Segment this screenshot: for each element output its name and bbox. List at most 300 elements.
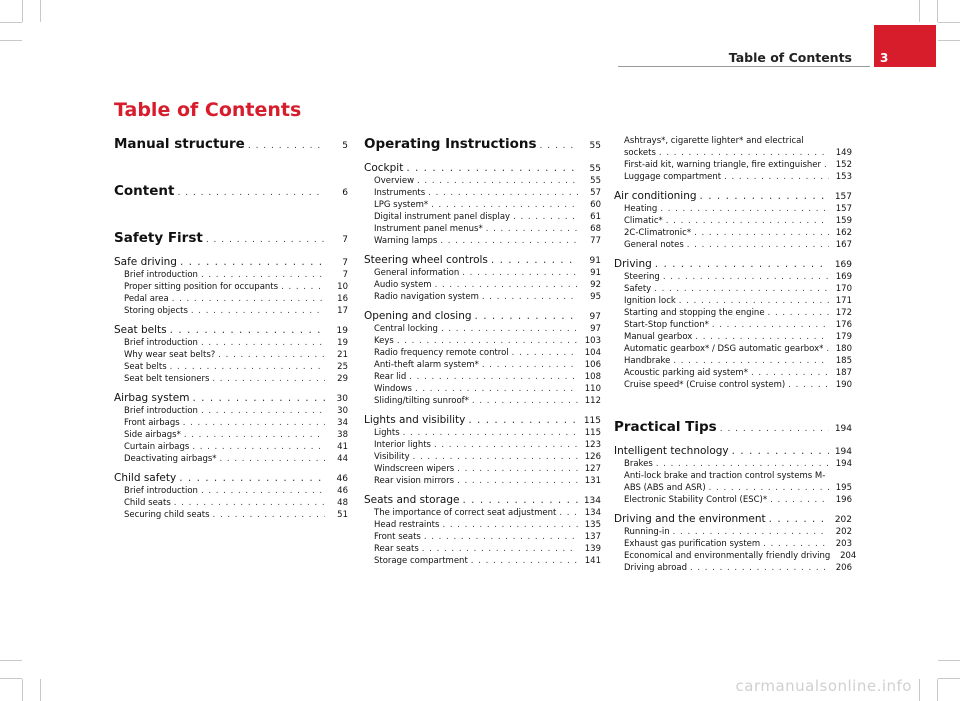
toc-column-1 bbox=[114, 136, 348, 522]
toc-chapter[interactable] bbox=[364, 310, 601, 324]
dot-leader bbox=[540, 141, 578, 151]
toc-chapter-label: Seat belts bbox=[114, 324, 167, 336]
crop-mark bbox=[0, 22, 22, 23]
toc-entry-label: Proper sitting position for occupants bbox=[124, 282, 279, 292]
dot-leader bbox=[751, 368, 829, 378]
toc-entry-label: Seat belts bbox=[124, 362, 167, 372]
toc-entry-page: 180 bbox=[835, 344, 852, 354]
toc-entry-page: 44 bbox=[337, 454, 348, 464]
toc-entry-page: 106 bbox=[584, 360, 601, 370]
toc-chapter[interactable] bbox=[614, 445, 852, 459]
toc-entry-page: 112 bbox=[584, 396, 601, 406]
dot-leader bbox=[486, 224, 578, 234]
dot-leader bbox=[471, 556, 578, 566]
toc-entry-label: Exhaust gas purification system bbox=[624, 539, 761, 549]
toc-entry-page: 137 bbox=[584, 532, 601, 542]
toc-part[interactable] bbox=[114, 136, 348, 156]
toc-entry[interactable] bbox=[364, 188, 601, 200]
toc-entry-page: 159 bbox=[835, 216, 852, 226]
toc-entry-label: Luggage compartment bbox=[624, 172, 722, 182]
toc-entry[interactable] bbox=[114, 338, 348, 350]
dot-leader bbox=[679, 296, 829, 306]
toc-entry-page: 172 bbox=[835, 308, 852, 318]
toc-entry[interactable] bbox=[614, 136, 852, 148]
crop-mark bbox=[938, 660, 960, 661]
toc-entry-label: Instruments bbox=[374, 188, 426, 198]
toc-entry[interactable] bbox=[364, 544, 601, 556]
toc-part-label: Practical Tips bbox=[614, 419, 717, 435]
toc-entry-label: Overview bbox=[374, 176, 415, 186]
toc-entry[interactable] bbox=[114, 454, 348, 466]
toc-chapter-page: 91 bbox=[589, 256, 601, 266]
toc-entry-label: 2C-Climatronic* bbox=[624, 228, 692, 238]
toc-entry[interactable] bbox=[114, 486, 348, 498]
toc-entry-label: Digital instrument panel display bbox=[374, 212, 511, 222]
dot-leader bbox=[660, 204, 829, 214]
toc-entry-page: 203 bbox=[835, 539, 852, 549]
toc-entry-page: 152 bbox=[835, 160, 852, 170]
toc-entry-label: Radio navigation system bbox=[374, 292, 479, 302]
toc-entry-label: Rear seats bbox=[374, 544, 419, 554]
toc-chapter-page: 115 bbox=[583, 416, 601, 426]
toc-entry[interactable] bbox=[614, 563, 852, 575]
toc-entry-label: Climatic* bbox=[624, 216, 663, 226]
toc-entry-label: The importance of correct seat adjustment bbox=[374, 508, 557, 518]
toc-entry[interactable] bbox=[364, 372, 601, 384]
toc-entry[interactable] bbox=[614, 332, 852, 344]
toc-entry-page: 195 bbox=[835, 483, 852, 493]
dot-leader bbox=[417, 176, 578, 186]
page-title: Table of Contents bbox=[114, 99, 302, 121]
dot-leader bbox=[457, 476, 578, 486]
toc-entry[interactable] bbox=[364, 348, 601, 360]
toc-part[interactable] bbox=[114, 183, 348, 203]
toc-entry-label: General information bbox=[374, 268, 460, 278]
toc-part-page: 5 bbox=[342, 141, 348, 151]
dot-leader bbox=[695, 332, 829, 342]
toc-chapter-page: 157 bbox=[834, 192, 852, 202]
dot-leader bbox=[788, 380, 829, 390]
page-number-tab bbox=[874, 25, 936, 67]
dot-leader bbox=[709, 483, 829, 493]
toc-entry-page: 19 bbox=[337, 338, 348, 348]
dot-leader bbox=[201, 338, 325, 348]
toc-chapter-label: Driving and the environment bbox=[614, 513, 766, 525]
toc-entry[interactable] bbox=[364, 520, 601, 532]
toc-chapter-label: Driving bbox=[614, 258, 652, 270]
spacer bbox=[114, 203, 348, 230]
toc-entry-page: 95 bbox=[590, 292, 601, 302]
toc-entry-page: 10 bbox=[337, 282, 348, 292]
toc-entry-label: Start-Stop function* bbox=[624, 320, 709, 330]
toc-entry[interactable] bbox=[364, 556, 601, 568]
toc-entry[interactable] bbox=[364, 360, 601, 372]
toc-entry[interactable] bbox=[114, 442, 348, 454]
toc-entry-label: Anti-theft alarm system* bbox=[374, 360, 479, 370]
toc-entry[interactable] bbox=[364, 176, 601, 188]
dot-leader bbox=[700, 190, 829, 202]
dot-leader bbox=[177, 188, 325, 198]
dot-leader bbox=[406, 162, 578, 174]
crop-mark bbox=[22, 0, 23, 22]
toc-chapter-label: Lights and visibility bbox=[364, 414, 466, 426]
toc-entry-page: 38 bbox=[337, 430, 348, 440]
watermark: carmanualsonline.info bbox=[735, 677, 912, 695]
toc-entry-label: Front seats bbox=[374, 532, 421, 542]
toc-entry-label: Economical and environmentally friendly driving bbox=[624, 551, 831, 561]
toc-entry-label: Storage compartment bbox=[374, 556, 468, 566]
toc-entry-page: 176 bbox=[835, 320, 852, 330]
toc-entry[interactable] bbox=[614, 483, 852, 495]
toc-entry[interactable] bbox=[364, 384, 601, 396]
toc-entry[interactable] bbox=[614, 240, 852, 252]
dot-leader bbox=[826, 344, 829, 354]
dot-leader bbox=[220, 454, 325, 464]
toc-entry[interactable] bbox=[364, 292, 601, 304]
page-number: 3 bbox=[880, 51, 889, 65]
toc-entry-label: Head restraints bbox=[374, 520, 440, 530]
toc-entry-page: 153 bbox=[835, 172, 852, 182]
spacer bbox=[114, 156, 348, 183]
toc-entry[interactable] bbox=[614, 172, 852, 184]
toc-entry[interactable] bbox=[364, 200, 601, 212]
toc-chapter[interactable] bbox=[364, 162, 601, 176]
toc-entry[interactable] bbox=[614, 284, 852, 296]
toc-entry[interactable] bbox=[114, 406, 348, 418]
toc-entry-label: sockets bbox=[624, 148, 656, 158]
toc-entry-page: 57 bbox=[590, 188, 601, 198]
crop-mark bbox=[0, 40, 22, 41]
toc-entry-page: 16 bbox=[337, 294, 348, 304]
toc-part-label: Safety First bbox=[114, 230, 203, 246]
toc-entry-label: Brief introduction bbox=[124, 338, 198, 348]
toc-entry[interactable] bbox=[114, 430, 348, 442]
toc-part[interactable] bbox=[364, 136, 601, 156]
dot-leader bbox=[172, 294, 325, 304]
toc-entry-label: Why wear seat belts? bbox=[124, 350, 216, 360]
toc-entry-label: Pedal area bbox=[124, 294, 169, 304]
toc-entry-label: Child seats bbox=[124, 498, 171, 508]
dot-leader bbox=[824, 160, 829, 170]
toc-chapter[interactable] bbox=[114, 256, 348, 270]
toc-entry[interactable] bbox=[614, 272, 852, 284]
toc-part[interactable] bbox=[614, 419, 852, 439]
toc-entry[interactable] bbox=[614, 495, 852, 507]
dot-leader bbox=[732, 445, 829, 457]
toc-entry[interactable] bbox=[364, 440, 601, 452]
toc-part-label: Content bbox=[114, 183, 175, 199]
toc-entry[interactable] bbox=[114, 418, 348, 430]
toc-entry-page: 167 bbox=[835, 240, 852, 250]
toc-entry-page: 139 bbox=[584, 544, 601, 554]
toc-entry-label: Automatic gearbox* / DSG automatic gearbox* bbox=[624, 344, 824, 354]
toc-entry-page: 17 bbox=[337, 306, 348, 316]
header-rule bbox=[618, 66, 870, 67]
toc-entry[interactable] bbox=[614, 204, 852, 216]
toc-entry-page: 157 bbox=[835, 204, 852, 214]
toc-chapter[interactable] bbox=[614, 190, 852, 204]
toc-chapter-label: Steering wheel controls bbox=[364, 254, 488, 266]
toc-entry-page: 149 bbox=[835, 148, 852, 158]
toc-entry[interactable] bbox=[614, 368, 852, 380]
dot-leader bbox=[431, 200, 578, 210]
toc-chapter-label: Intelligent technology bbox=[614, 445, 729, 457]
toc-entry[interactable] bbox=[364, 532, 601, 544]
dot-leader bbox=[462, 268, 578, 278]
toc-entry-page: 110 bbox=[584, 384, 601, 394]
toc-entry[interactable] bbox=[364, 324, 601, 336]
toc-entry-page: 135 bbox=[584, 520, 601, 530]
dot-leader bbox=[201, 406, 325, 416]
toc-entry[interactable] bbox=[614, 148, 852, 160]
toc-entry-label: Electronic Stability Control (ESC)* bbox=[624, 495, 768, 505]
toc-entry-label: Audio system bbox=[374, 280, 432, 290]
dot-leader bbox=[201, 270, 325, 280]
toc-entry-page: 202 bbox=[835, 527, 852, 537]
dot-leader bbox=[422, 544, 578, 554]
toc-entry[interactable] bbox=[364, 452, 601, 464]
toc-chapter-label: Opening and closing bbox=[364, 310, 472, 322]
toc-entry[interactable] bbox=[114, 362, 348, 374]
crop-mark bbox=[938, 678, 960, 679]
toc-chapter-label: Airbag system bbox=[114, 392, 190, 404]
dot-leader bbox=[673, 356, 829, 366]
dot-leader bbox=[457, 464, 578, 474]
toc-entry-page: 60 bbox=[590, 200, 601, 210]
dot-leader bbox=[673, 527, 829, 537]
toc-entry[interactable] bbox=[614, 471, 852, 483]
toc-entry-label: Ashtrays*, cigarette lighter* and electrical bbox=[624, 136, 804, 146]
toc-entry-page: 131 bbox=[584, 476, 601, 486]
toc-entry-label: Lights bbox=[374, 428, 400, 438]
toc-entry[interactable] bbox=[114, 270, 348, 282]
dot-leader bbox=[462, 494, 578, 506]
dot-leader bbox=[663, 272, 829, 282]
toc-entry-label: Cruise speed* (Cruise control system) bbox=[624, 380, 786, 390]
dot-leader bbox=[440, 236, 578, 246]
toc-column-3 bbox=[614, 136, 857, 575]
toc-entry-label: Starting and stopping the engine bbox=[624, 308, 765, 318]
toc-entry[interactable] bbox=[114, 306, 348, 318]
toc-entry[interactable] bbox=[614, 320, 852, 332]
toc-entry[interactable] bbox=[364, 212, 601, 224]
toc-entry-label: ABS (ABS and ASR) bbox=[624, 483, 706, 493]
toc-entry-page: 126 bbox=[584, 452, 601, 462]
toc-entry-label: Deactivating airbags* bbox=[124, 454, 217, 464]
toc-entry-label: Side airbags* bbox=[124, 430, 181, 440]
toc-entry[interactable] bbox=[614, 380, 852, 392]
toc-entry[interactable] bbox=[114, 510, 348, 522]
toc-chapter-label: Safe driving bbox=[114, 256, 177, 268]
toc-entry-label: Manual gearbox bbox=[624, 332, 693, 342]
dot-leader bbox=[192, 392, 325, 404]
toc-entry[interactable] bbox=[614, 356, 852, 368]
toc-entry-label: Running-in bbox=[624, 527, 670, 537]
toc-entry-page: 103 bbox=[584, 336, 601, 346]
toc-part[interactable] bbox=[114, 230, 348, 250]
toc-chapter-page: 55 bbox=[589, 164, 601, 174]
toc-entry-page: 169 bbox=[835, 272, 852, 282]
toc-entry[interactable] bbox=[614, 344, 852, 356]
toc-entry-page: 25 bbox=[337, 362, 348, 372]
toc-entry-label: Anti-lock brake and traction control systems M- bbox=[624, 471, 826, 481]
toc-entry-page: 187 bbox=[835, 368, 852, 378]
toc-entry-page: 115 bbox=[584, 428, 601, 438]
toc-entry-label: Safety bbox=[624, 284, 652, 294]
toc-entry-label: Curtain airbags bbox=[124, 442, 190, 452]
toc-entry[interactable] bbox=[364, 268, 601, 280]
dot-leader bbox=[694, 228, 829, 238]
dot-leader bbox=[179, 472, 325, 484]
toc-entry-page: 108 bbox=[584, 372, 601, 382]
dot-leader bbox=[434, 440, 578, 450]
dot-leader bbox=[687, 240, 829, 250]
toc-entry[interactable] bbox=[614, 459, 852, 471]
dot-leader bbox=[769, 513, 829, 525]
dot-leader bbox=[442, 520, 578, 530]
dot-leader bbox=[720, 424, 829, 434]
toc-entry-page: 127 bbox=[584, 464, 601, 474]
dot-leader bbox=[512, 348, 578, 358]
running-header-title: Table of Contents bbox=[728, 50, 852, 65]
toc-entry-label: First-aid kit, warning triangle, fire extinguisher bbox=[624, 160, 822, 170]
toc-entry[interactable] bbox=[614, 216, 852, 228]
dot-leader bbox=[659, 148, 829, 158]
toc-entry-label: Brief introduction bbox=[124, 270, 198, 280]
crop-mark bbox=[937, 0, 938, 22]
toc-entry-page: 162 bbox=[835, 228, 852, 238]
dot-leader bbox=[206, 235, 325, 245]
toc-entry[interactable] bbox=[364, 224, 601, 236]
dot-leader bbox=[413, 452, 578, 462]
toc-entry-label: Radio frequency remote control bbox=[374, 348, 509, 358]
dot-leader bbox=[690, 563, 829, 573]
toc-entry-page: 179 bbox=[835, 332, 852, 342]
crop-mark bbox=[40, 0, 41, 22]
dot-leader bbox=[415, 384, 578, 394]
toc-entry[interactable] bbox=[364, 396, 601, 408]
toc-chapter[interactable] bbox=[364, 494, 601, 508]
toc-entry[interactable] bbox=[614, 551, 857, 563]
dot-leader bbox=[184, 430, 325, 440]
toc-entry[interactable] bbox=[364, 476, 601, 488]
toc-chapter-page: 194 bbox=[834, 447, 852, 457]
toc-entry[interactable] bbox=[614, 228, 852, 240]
dot-leader bbox=[763, 539, 829, 549]
toc-chapter[interactable] bbox=[114, 472, 348, 486]
dot-leader bbox=[281, 282, 325, 292]
dot-leader bbox=[441, 324, 578, 334]
dot-leader bbox=[428, 188, 578, 198]
crop-mark bbox=[919, 679, 920, 701]
toc-entry[interactable] bbox=[364, 236, 601, 248]
toc-entry[interactable] bbox=[114, 350, 348, 362]
toc-chapter[interactable] bbox=[114, 392, 348, 406]
toc-entry-page: 68 bbox=[590, 224, 601, 234]
toc-entry-label: Rear lid bbox=[374, 372, 407, 382]
toc-entry-page: 51 bbox=[337, 510, 348, 520]
toc-entry-page: 48 bbox=[337, 498, 348, 508]
toc-entry[interactable] bbox=[614, 308, 852, 320]
crop-mark bbox=[22, 679, 23, 701]
toc-entry-label: Sliding/tilting sunroof* bbox=[374, 396, 469, 406]
toc-entry[interactable] bbox=[114, 498, 348, 510]
toc-chapter[interactable] bbox=[114, 324, 348, 338]
toc-chapter[interactable] bbox=[614, 258, 852, 272]
toc-chapter[interactable] bbox=[364, 254, 601, 268]
crop-mark bbox=[0, 660, 22, 661]
toc-entry[interactable] bbox=[614, 539, 852, 551]
toc-entry-page: 41 bbox=[337, 442, 348, 452]
toc-entry[interactable] bbox=[364, 428, 601, 440]
toc-entry-page: 104 bbox=[584, 348, 601, 358]
toc-entry-label: Brakes bbox=[624, 459, 653, 469]
toc-part-page: 55 bbox=[589, 141, 601, 151]
dot-leader bbox=[170, 324, 325, 336]
toc-entry-label: Front airbags bbox=[124, 418, 180, 428]
dot-leader bbox=[435, 280, 578, 290]
dot-leader bbox=[654, 284, 829, 294]
dot-leader bbox=[192, 442, 325, 452]
toc-chapter[interactable] bbox=[614, 513, 852, 527]
toc-entry[interactable] bbox=[364, 280, 601, 292]
toc-entry-page: 30 bbox=[337, 406, 348, 416]
toc-entry[interactable] bbox=[114, 374, 348, 386]
toc-entry[interactable] bbox=[114, 294, 348, 306]
toc-chapter-label: Air conditioning bbox=[614, 190, 697, 202]
toc-entry-label: Instrument panel menus* bbox=[374, 224, 483, 234]
crop-mark bbox=[938, 22, 960, 23]
toc-chapter-page: 7 bbox=[342, 258, 348, 268]
dot-leader bbox=[248, 141, 325, 151]
toc-chapter-page: 97 bbox=[589, 312, 601, 322]
toc-entry-page: 134 bbox=[584, 508, 601, 518]
toc-entry-label: Securing child seats bbox=[124, 510, 210, 520]
toc-entry[interactable] bbox=[614, 527, 852, 539]
toc-entry-label: Seat belt tensioners bbox=[124, 374, 210, 384]
dot-leader bbox=[183, 418, 325, 428]
dot-leader bbox=[712, 320, 829, 330]
toc-entry[interactable] bbox=[364, 464, 601, 476]
toc-entry-page: 123 bbox=[584, 440, 601, 450]
toc-entry[interactable] bbox=[114, 282, 348, 294]
toc-chapter-page: 134 bbox=[583, 496, 601, 506]
toc-entry-label: Heating bbox=[624, 204, 658, 214]
toc-entry-page: 92 bbox=[590, 280, 601, 290]
toc-entry-label: Handbrake bbox=[624, 356, 671, 366]
dot-leader bbox=[656, 459, 829, 469]
dot-leader bbox=[409, 372, 578, 382]
crop-mark bbox=[919, 0, 920, 22]
toc-chapter[interactable] bbox=[364, 414, 601, 428]
toc-entry-label: Keys bbox=[374, 336, 394, 346]
toc-entry-label: Windows bbox=[374, 384, 412, 394]
toc-entry[interactable] bbox=[364, 336, 601, 348]
toc-entry[interactable] bbox=[614, 296, 852, 308]
dot-leader bbox=[770, 495, 829, 505]
toc-entry-label: Central locking bbox=[374, 324, 438, 334]
toc-entry[interactable] bbox=[614, 160, 852, 172]
dot-leader bbox=[513, 212, 578, 222]
toc-part-label: Manual structure bbox=[114, 136, 245, 152]
dot-leader bbox=[468, 414, 578, 426]
crop-mark bbox=[0, 678, 22, 679]
toc-chapter-label: Cockpit bbox=[364, 162, 404, 174]
dot-leader bbox=[174, 498, 325, 508]
crop-mark bbox=[937, 679, 938, 701]
toc-entry[interactable] bbox=[364, 508, 601, 520]
dot-leader bbox=[482, 292, 578, 302]
